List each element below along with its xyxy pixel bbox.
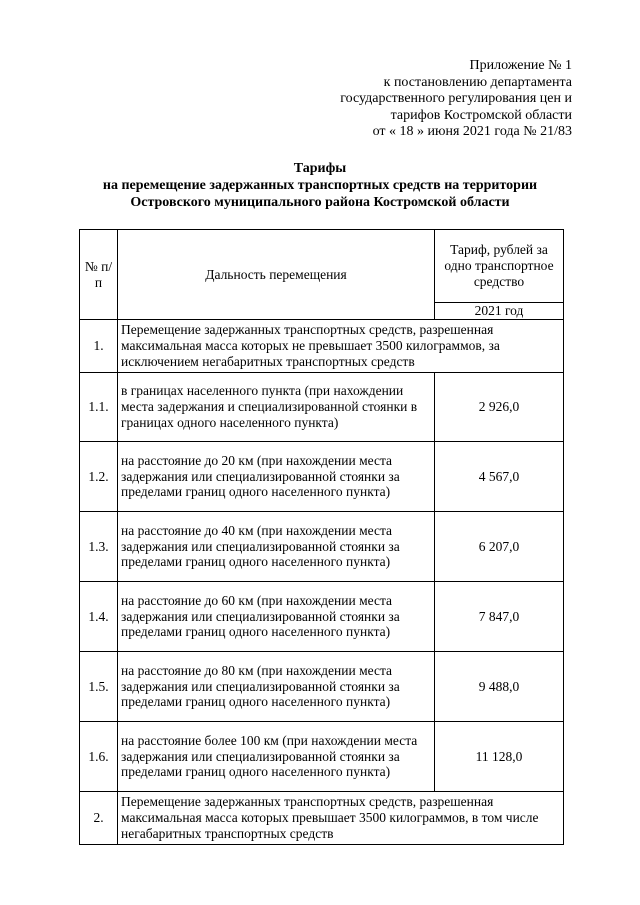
row-description: на расстояние более 100 км (при нахождении места задержания или специализированной стоянки за пределами границ одного населенного пункта) xyxy=(118,722,435,792)
header-year: 2021 год xyxy=(435,303,564,320)
row-description: в границах населенного пункта (при нахождении места задержания и специализированной стоянки в границах одного населенного пункта) xyxy=(118,373,435,442)
table-header-row xyxy=(80,230,564,303)
title-line: на перемещение задержанных транспортных средств на территории xyxy=(102,178,538,193)
section-text: Перемещение задержанных транспортных средств, разрешенная максимальная масса которых не превышает 3500 килограммов, за исключением негабаритных транспортных средств xyxy=(118,320,564,373)
table-row xyxy=(80,582,564,652)
table-row xyxy=(80,652,564,722)
table-row xyxy=(80,722,564,792)
header-distance: Дальность перемещения xyxy=(118,230,435,320)
row-price: 2 926,0 xyxy=(435,373,564,442)
table-row xyxy=(80,512,564,582)
row-num: 1.1. xyxy=(80,373,118,442)
section-num: 1. xyxy=(80,320,118,373)
row-num: 1.6. xyxy=(80,722,118,792)
title-line: Островского муниципального района Костромской области xyxy=(130,195,510,210)
row-description: на расстояние до 60 км (при нахождении места задержания или специализированной стоянки за пределами границ одного населенного пункта) xyxy=(118,582,435,652)
appendix-line: тарифов Костромской области xyxy=(390,107,572,123)
row-description: на расстояние до 80 км (при нахождении места задержания или специализированной стоянки за пределами границ одного населенного пункта) xyxy=(118,652,435,722)
section-text: Перемещение задержанных транспортных средств, разрешенная максимальная масса которых превышает 3500 килограммов, в том числе негабаритных транспортных средств xyxy=(118,792,564,845)
section-num: 2. xyxy=(80,792,118,845)
table-row xyxy=(80,442,564,512)
header-tariff: Тариф, рублей за одно транспортное средство xyxy=(435,230,564,303)
appendix-line: государственного регулирования цен и xyxy=(340,91,572,107)
tariffs-table xyxy=(79,229,564,845)
row-num: 1.2. xyxy=(80,442,118,512)
appendix-line: к постановлению департамента xyxy=(383,74,572,90)
document-title xyxy=(0,160,640,211)
row-num: 1.3. xyxy=(80,512,118,582)
row-price: 4 567,0 xyxy=(435,442,564,512)
row-price: 7 847,0 xyxy=(435,582,564,652)
row-price: 6 207,0 xyxy=(435,512,564,582)
table-section-row xyxy=(80,792,564,845)
appendix-block xyxy=(340,58,572,141)
row-price: 11 128,0 xyxy=(435,722,564,792)
table-row xyxy=(80,373,564,442)
header-num: № п/п xyxy=(80,230,118,320)
appendix-line: от « 18 » июня 2021 года № 21/83 xyxy=(372,124,572,140)
table-section-row xyxy=(80,320,564,373)
row-num: 1.4. xyxy=(80,582,118,652)
title-line: Тарифы xyxy=(293,161,347,176)
row-description: на расстояние до 20 км (при нахождении места задержания или специализированной стоянки за пределами границ одного населенного пункта) xyxy=(118,442,435,512)
appendix-line: Приложение № 1 xyxy=(469,58,572,73)
row-price: 9 488,0 xyxy=(435,652,564,722)
row-description: на расстояние до 40 км (при нахождении места задержания или специализированной стоянки за пределами границ одного населенного пункта) xyxy=(118,512,435,582)
row-num: 1.5. xyxy=(80,652,118,722)
